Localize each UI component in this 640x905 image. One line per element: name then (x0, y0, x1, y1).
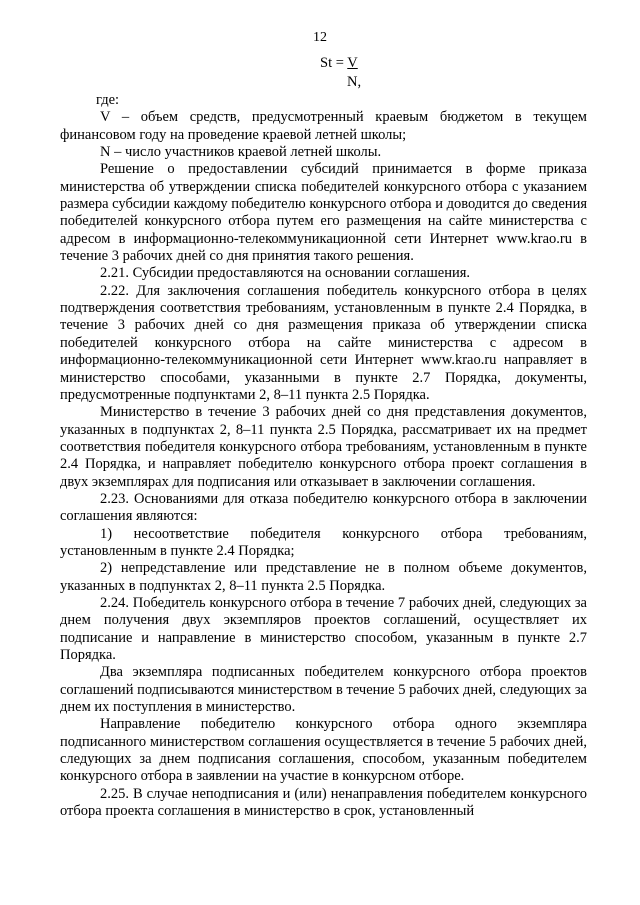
paragraph-2-24: 2.24. Победитель конкурсного отбора в течение 7 рабочих дней, следующих за днем получения двух экземпляров проектов соглашений, осуществляет их подписание и направление в министерство способом, указанным в пункте 2.7 Порядка. (60, 594, 587, 663)
paragraph-signing: Два экземпляра подписанных победителем конкурсного отбора проектов соглашений подписываются министерством в течение 5 рабочих дней, следующих за днем их поступления в министерство. (60, 664, 587, 716)
paragraph-2-25: 2.25. В случае неподписания и (или) ненаправления победителем конкурсного отбора проекта соглашения в министерство в срок, установленный (60, 785, 587, 820)
paragraph-v-definition: V – объем средств, предусмотренный краевым бюджетом в текущем финансовом году на проведение краевой летней школы; (60, 109, 587, 143)
formula-lhs: St = (320, 55, 348, 71)
paragraph-2-23: 2.23. Основаниями для отказа победителю конкурсного отбора в заключении соглашения являются: (60, 490, 587, 525)
paragraph-2-23-item-2: 2) непредставление или представление не в полном объеме документов, указанных в подпунктах 2, 8–11 пункта 2.5 Порядка. (60, 560, 587, 594)
paragraph-where: где: (96, 92, 120, 108)
paragraph-2-22: 2.22. Для заключения соглашения победитель конкурсного отбора в целях подтверждения соответствия требованиям, установленным в пункте 2.4 Порядка, в течение 3 рабочих дней со дня размещения приказа об утверждении списка победителей конкурсного отбора на сайте министерства с адресом в информационно-телекоммуникационной сети Интернет www.krao.ru направляет в министерство способами, указанными в пункте 2.7 Порядка, документы, предусмотренные подпунктами 2, 8–11 пункта 2.5 Порядка. (60, 282, 587, 403)
document-body (60, 92, 587, 820)
paragraph-decision: Решение о предоставлении субсидий принимается в форме приказа министерства об утверждении списка победителей конкурсного отбора с указанием размера субсидии каждому победителю конкурсного отбора и доводится до сведения победителей конкурсного отбора путем его размещения на сайте министерства с адресом в информационно-телекоммуникационной сети Интернет www.krao.ru в течение 3 рабочих дней со дня принятия такого решения. (60, 161, 587, 265)
formula-denominator: N, (347, 74, 362, 90)
page-number: 12 (313, 30, 327, 45)
paragraph-2-23-item-1: 1) несоответствие победителя конкурсного отбора требованиям, установленным в пункте 2.4 Порядка; (60, 525, 587, 559)
paragraph-2-21: 2.21. Субсидии предоставляются на основании соглашения. (100, 265, 471, 282)
formula (300, 55, 380, 95)
paragraph-sending: Направление победителю конкурсного отбора одного экземпляра подписанного министерством соглашения осуществляется в течение 5 рабочих дней, следующих за днем подписания соглашения, способом, указанным победителем конкурсного отбора в заявлении на участие в конкурсном отборе. (60, 716, 587, 785)
formula-numerator: V (347, 55, 358, 71)
paragraph-n-definition: N – число участников краевой летней школы. (100, 144, 382, 161)
paragraph-ministry-review: Министерство в течение 3 рабочих дней со дня представления документов, указанных в подпунктах 2, 8–11 пункта 2.5 Порядка, рассматривает их на предмет соответствия победителя конкурсного отбора требованиям, установленным в пункте 2.4 Порядка, и направляет победителю конкурсного отбора проект соглашения в двух экземплярах для подписания или отказывает в заключении соглашения. (60, 404, 587, 490)
